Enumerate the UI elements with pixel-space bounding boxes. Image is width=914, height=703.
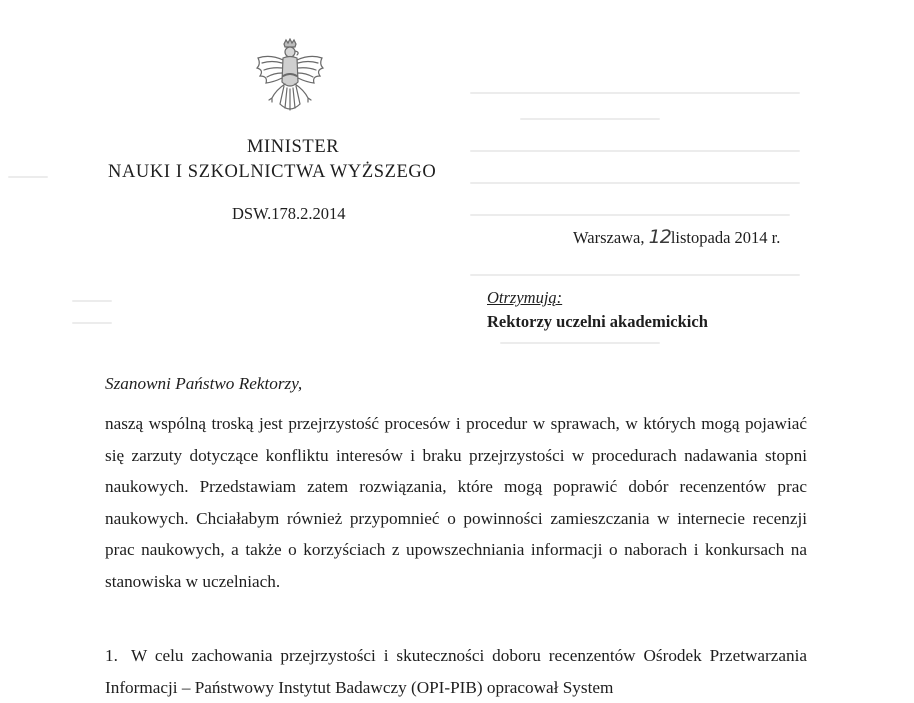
bleed-through-line [520, 118, 660, 120]
date-month-year: listopada 2014 r. [670, 228, 781, 247]
bleed-through-line [470, 92, 800, 94]
bleed-through-line [72, 322, 112, 324]
date-place: Warszawa, [573, 228, 645, 247]
bleed-through-line [8, 176, 48, 178]
bleed-through-line [470, 274, 800, 276]
point-text: W celu zachowania przejrzystości i skuteczności doboru recenzentów Ośrodek Przetwarzania Informacji – Państwowy Instytut Badawczy (OPI-PIB) opracował System [105, 646, 807, 697]
reference-number: DSW.178.2.2014 [232, 204, 346, 223]
bleed-through-line [470, 150, 800, 152]
salutation: Szanowni Państwo Rektorzy, [105, 374, 303, 393]
date-line [573, 226, 780, 248]
handwritten-day: 12 [648, 226, 671, 248]
bleed-through-line [470, 182, 800, 184]
numbered-point [105, 640, 807, 703]
minister-title: MINISTER [247, 137, 340, 157]
ministry-name: NAUKI I SZKOLNICTWA WYŻSZEGO [108, 162, 437, 182]
bleed-through-line [72, 300, 112, 302]
recipients-label: Otrzymują: [487, 288, 563, 307]
polish-eagle-emblem [252, 38, 328, 124]
recipients-value: Rektorzy uczelni akademickich [487, 312, 708, 331]
point-number: 1. [105, 646, 118, 665]
bleed-through-line [470, 214, 790, 216]
body-paragraph: naszą wspólną troską jest przejrzystość procesów i procedur w sprawach, w których mogą pojawiać się zarzuty dotyczące konfliktu interesów i braku przejrzystości w procedurach nadawania stopni naukowych. Przedstawiam zatem rozwiązania, które mogą poprawić dobór recenzentów prac naukowych. Chciałabym również przypomnieć o powinności zamieszczania w internecie recenzji prac naukowych, a także o korzyściach z upowszechniania informacji o naborach i konkursach na stanowiska w uczelniach. [105, 414, 807, 591]
bleed-through-line [500, 342, 660, 344]
